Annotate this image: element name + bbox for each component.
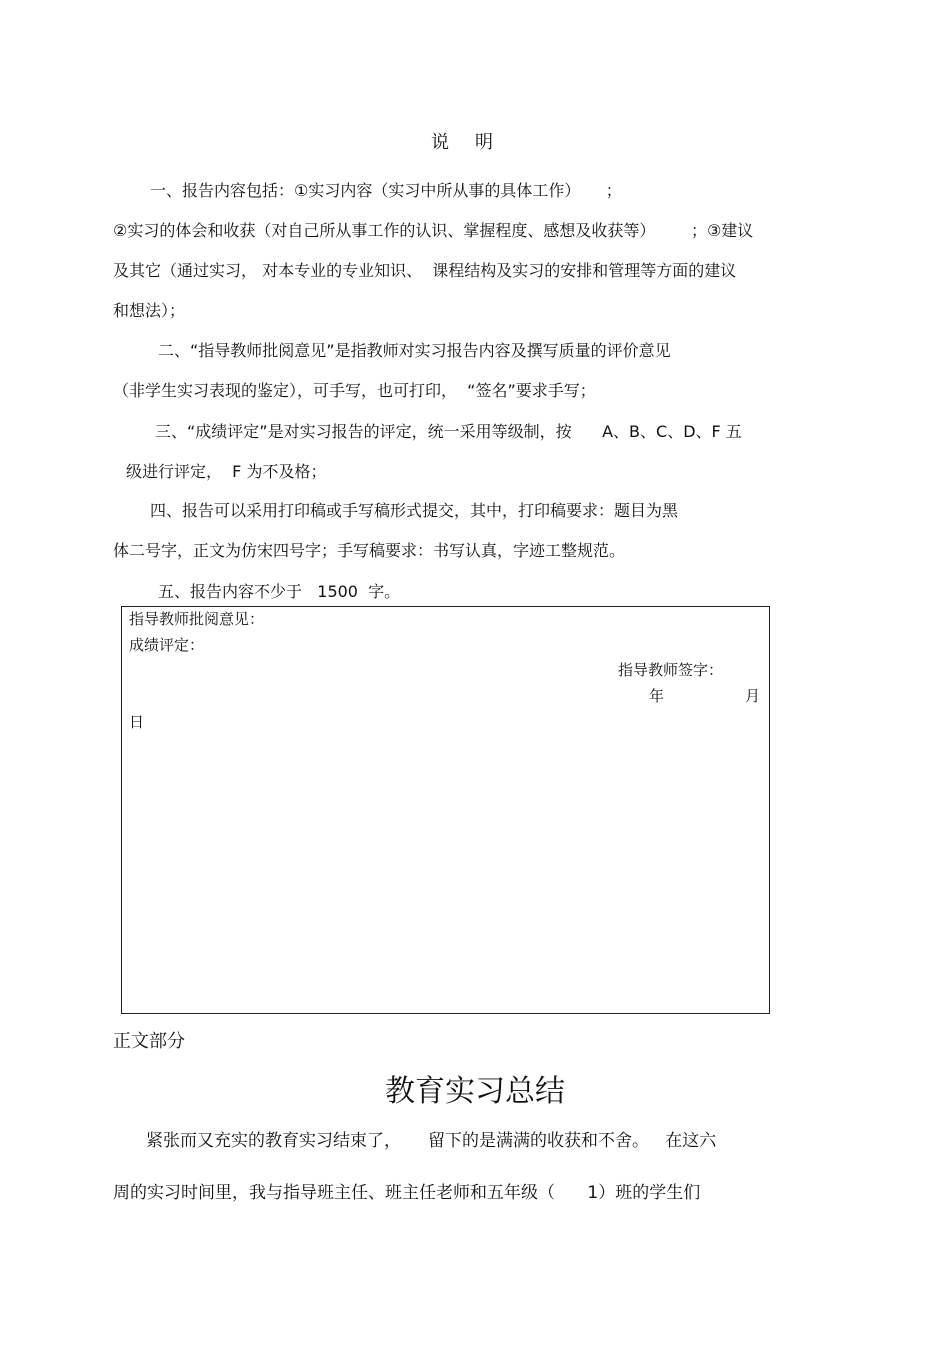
instruction-line: 和想法）； bbox=[113, 301, 186, 320]
year-label: 年 bbox=[649, 687, 665, 705]
instruction-line: 体二号字，正文为仿宋四号字；手写稿要求：书写认真，字迹工整规范。 bbox=[113, 541, 626, 560]
month-label: 月 bbox=[745, 687, 761, 705]
instruction-line: 二、“指导教师批阅意见”是指教师对实习报告内容及撰写质量的评价意见 bbox=[158, 341, 671, 360]
body-section-label: 正文部分 bbox=[113, 1031, 185, 1052]
instruction-line: 级进行评定， F 为不及格； bbox=[126, 462, 327, 481]
instruction-line: 三、“成绩评定”是对实习报告的评定，统一采用等级制，按 A、B、C、D、F 五 bbox=[155, 422, 742, 441]
instruction-line: 五、报告内容不少于 1500 字。 bbox=[158, 582, 401, 601]
body-line: 周的实习时间里，我与指导班主任、班主任老师和五年级（ 1）班的学生们 bbox=[113, 1183, 701, 1203]
instruction-line: （非学生实习表现的鉴定），可手写，也可打印， “签名”要求手写； bbox=[113, 381, 596, 400]
document-title: 教育实习总结 bbox=[385, 1074, 565, 1109]
instruction-line: ②实习的体会和收获（对自己所从事工作的认识、掌握程度、感想及收获等） ；③建议 bbox=[113, 221, 754, 240]
comment-label: 指导教师批阅意见： bbox=[129, 610, 265, 628]
instruction-line: 四、报告可以采用打印稿或手写稿形式提交，其中，打印稿要求：题目为黑 bbox=[150, 501, 679, 520]
grade-label: 成绩评定： bbox=[129, 636, 205, 654]
day-label: 日 bbox=[129, 713, 145, 731]
instructions-title: 说明 bbox=[431, 132, 519, 153]
body-line: 紧张而又充实的教育实习结束了， 留下的是满满的收获和不舍。 在这六 bbox=[146, 1131, 717, 1151]
review-box[interactable] bbox=[121, 606, 770, 1014]
instruction-line: 一、报告内容包括：①实习内容（实习中所从事的具体工作） ； bbox=[150, 181, 622, 200]
instruction-line: 及其它（通过实习， 对本专业的专业知识、 课程结构及实习的安排和管理等方面的建议 bbox=[113, 261, 737, 280]
signature-label: 指导教师签字： bbox=[618, 661, 724, 679]
